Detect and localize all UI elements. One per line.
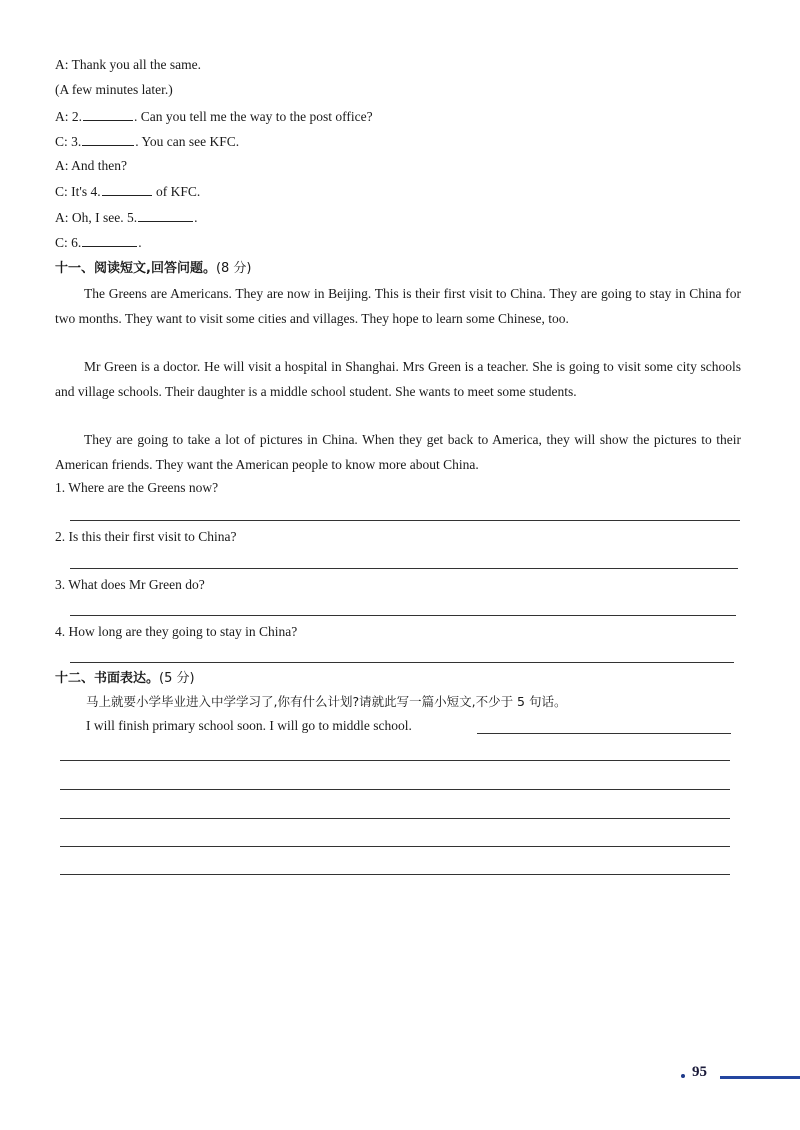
writing-line-0[interactable]: [477, 733, 731, 734]
section-points: (5 分): [159, 671, 195, 686]
dialogue-text: . Can you tell me the way to the post office?: [134, 109, 373, 124]
answer-blank-5[interactable]: [138, 208, 193, 222]
dialogue-line-4: [55, 132, 239, 151]
reading-paragraph-1: The Greens are Americans. They are now in Beijing. This is their first visit to China. They are going to stay in China for two months. They want to visit some cities and villages. They hope to learn some Chinese, too.: [55, 286, 741, 326]
dialogue-text: .: [138, 235, 142, 250]
dialogue-text: Thank you all the same.: [71, 57, 201, 72]
dialogue-line-7: [55, 208, 197, 227]
dialogue-text: It's: [71, 184, 88, 199]
stage-direction: (A few minutes later.): [55, 82, 173, 97]
dialogue-line-1: [55, 56, 201, 74]
section-title: 十一、阅读短文,回答问题。: [55, 261, 216, 276]
question-3: 3. What does Mr Green do?: [55, 577, 205, 592]
dialogue-line-5: [55, 157, 127, 175]
page-number: [692, 1064, 707, 1081]
section-points: (8 分): [215, 261, 252, 276]
answer-blank-2[interactable]: [83, 107, 133, 121]
blank-number: 3.: [71, 134, 82, 149]
dialogue-text: Oh, I see.: [71, 210, 124, 225]
writing-line-3[interactable]: [60, 818, 730, 819]
section-title: 十二、书面表达。: [55, 671, 160, 686]
page-number-dot: [681, 1074, 685, 1078]
dialogue-line-2: [55, 81, 173, 99]
dialogue-text: . You can see KFC.: [135, 134, 240, 149]
writing-line-4[interactable]: [60, 846, 730, 847]
answer-line-1[interactable]: [70, 520, 740, 521]
blank-number: 6.: [71, 235, 82, 250]
starter-text: I will finish primary school soon. I will go to middle school.: [86, 718, 412, 733]
page-number-text: 95: [692, 1064, 707, 1080]
section-12-heading: [55, 669, 195, 688]
answer-blank-4[interactable]: [102, 182, 152, 196]
answer-blank-6[interactable]: [82, 233, 137, 247]
writing-instruction: 马上就要小学毕业进入中学学习了,你有什么计划?请就此写一篇小短文,不少于 5 句话。: [86, 694, 567, 709]
speaker-label: A:: [55, 57, 69, 72]
answer-line-3[interactable]: [70, 615, 736, 616]
page-number-bar: [720, 1076, 800, 1079]
reading-paragraph-3: They are going to take a lot of pictures in China. When they get back to America, they will show the pictures to their American friends. They want the American people to know more about China.: [55, 432, 741, 472]
question-4: 4. How long are they going to stay in China?: [55, 624, 298, 639]
speaker-label: A:: [55, 158, 69, 173]
dialogue-text: .: [194, 210, 198, 225]
speaker-label: C:: [55, 184, 68, 199]
writing-starter: [86, 717, 412, 735]
answer-blank-3[interactable]: [82, 132, 134, 146]
speaker-label: C:: [55, 235, 68, 250]
dialogue-line-8: [55, 233, 142, 252]
writing-line-1[interactable]: [60, 760, 730, 761]
question-2: 2. Is this their first visit to China?: [55, 529, 237, 544]
blank-number: 4.: [90, 184, 101, 199]
dialogue-text: And then?: [71, 158, 127, 173]
reading-paragraph-2: Mr Green is a doctor. He will visit a hospital in Shanghai. Mrs Green is a teacher. She is going to visit some city schools and village schools. Their daughter is a middle school student. She wants to meet some students.: [55, 359, 741, 399]
dialogue-line-6: [55, 182, 200, 201]
speaker-label: C:: [55, 134, 68, 149]
dialogue-text: of KFC.: [155, 184, 201, 199]
answer-line-4[interactable]: [70, 662, 734, 663]
answer-line-2[interactable]: [70, 568, 738, 569]
writing-line-2[interactable]: [60, 789, 730, 790]
blank-number: 5.: [126, 210, 138, 225]
question-1: 1. Where are the Greens now?: [55, 480, 219, 495]
writing-line-5[interactable]: [60, 874, 730, 875]
speaker-label: A:: [55, 109, 69, 124]
blank-number: 2.: [71, 109, 82, 124]
section-11-heading: [55, 259, 252, 278]
dialogue-line-3: [55, 107, 373, 126]
speaker-label: A:: [55, 210, 69, 225]
